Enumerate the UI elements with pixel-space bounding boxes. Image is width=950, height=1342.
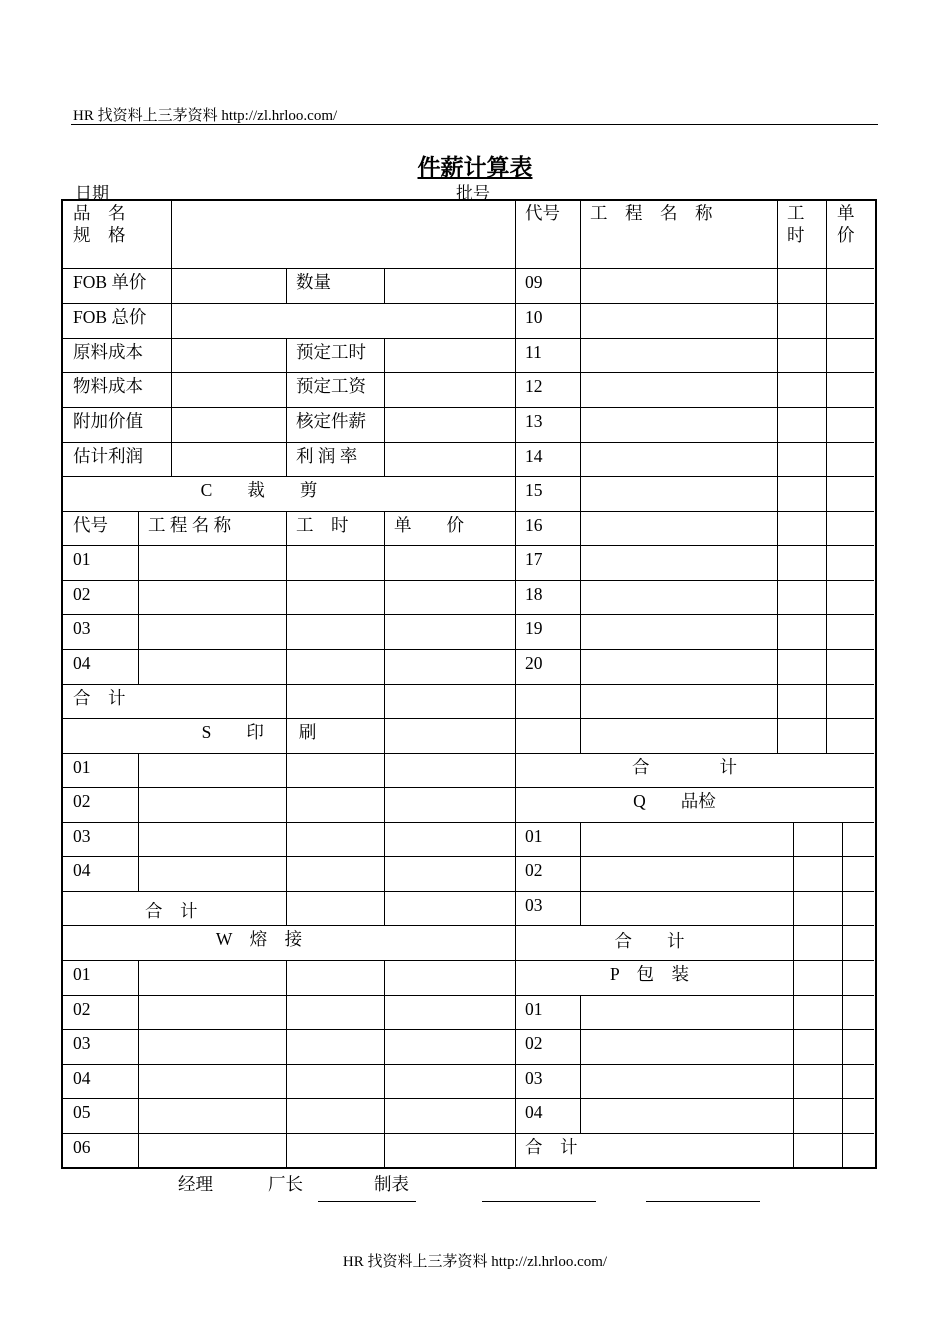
grid-line	[515, 614, 874, 615]
grid-line	[63, 614, 515, 615]
grid-line	[63, 1133, 515, 1134]
quantity-label: 数量	[296, 272, 331, 292]
grid-line	[515, 1029, 874, 1030]
grid-line	[515, 1133, 874, 1134]
pack-total: 合 计	[525, 1137, 578, 1157]
grid-line	[777, 199, 778, 753]
prepared-by-label: 制表	[374, 1174, 409, 1194]
grid-line	[515, 684, 874, 685]
grid-line	[138, 511, 139, 684]
grid-line	[515, 1064, 874, 1065]
page-footer: HR 找资料上三茅资料 http://zl.hrloo.com/	[342, 1254, 608, 1270]
page-title-text: 件薪计算表	[417, 155, 533, 180]
grid-line	[515, 511, 874, 512]
grid-line	[63, 684, 515, 685]
grid-line	[515, 338, 874, 339]
grid-line	[515, 580, 874, 581]
pack-row-code: 03	[525, 1068, 543, 1088]
grid-line	[63, 407, 515, 408]
weld-row-code: 06	[73, 1137, 91, 1157]
approved-piece-pay-label: 核定件薪	[296, 411, 366, 431]
grid-line	[384, 268, 385, 303]
print-total: 合 计	[145, 901, 198, 921]
grid-line	[515, 1098, 874, 1099]
grid-line	[63, 511, 515, 512]
cut-section-title: C 裁 剪	[200, 480, 318, 500]
signature-line	[482, 1201, 596, 1202]
grid-line	[515, 753, 874, 754]
right-code: 20	[525, 653, 543, 673]
grid-line	[793, 822, 794, 1167]
qc-row-code: 01	[525, 826, 543, 846]
page-header: HR 找资料上三茅资料 http://zl.hrloo.com/	[73, 108, 338, 124]
page-title	[0, 149, 950, 182]
grid-line	[63, 1064, 515, 1065]
planned-wage-label: 预定工资	[296, 376, 366, 396]
grid-line	[384, 753, 385, 925]
cut-col-price: 单 价	[394, 515, 464, 535]
profit-rate-label: 利 润 率	[296, 446, 358, 466]
signature-line	[318, 1201, 416, 1202]
fob-total-label: FOB 总价	[73, 307, 147, 327]
qc-section-title: Q 品检	[633, 791, 716, 811]
grid-line	[63, 1029, 515, 1030]
right-code: 14	[525, 446, 543, 466]
cut-row-code: 01	[73, 549, 91, 569]
grid-line	[384, 960, 385, 1167]
grid-line	[63, 1098, 515, 1099]
supplies-cost-label: 物料成本	[73, 376, 143, 396]
grid-line	[515, 718, 874, 719]
grid-line	[515, 372, 874, 373]
grid-line	[63, 580, 515, 581]
grid-line	[515, 995, 874, 996]
batch-label: 批号	[456, 184, 490, 203]
grid-line	[515, 545, 874, 546]
cut-col-name: 工 程 名 称	[148, 515, 232, 535]
grid-line	[580, 199, 581, 753]
cut-col-hours: 工 时	[296, 515, 349, 535]
pack-row-code: 01	[525, 999, 543, 1019]
grid-line	[63, 718, 515, 719]
grid-line	[63, 545, 515, 546]
weld-row-code: 05	[73, 1102, 91, 1122]
grid-line	[286, 268, 287, 303]
grid-line	[63, 960, 515, 961]
spec-label: 规 格	[73, 225, 126, 245]
factory-head-label: 厂长	[268, 1174, 303, 1194]
grid-line	[63, 476, 515, 477]
grid-line	[826, 199, 827, 753]
grid-line	[63, 372, 515, 373]
cut-row-code: 03	[73, 618, 91, 638]
right-code: 15	[525, 480, 543, 500]
qc-row-code: 03	[525, 895, 543, 915]
weld-section-title: W 熔 接	[215, 929, 303, 949]
cut-row-code: 04	[73, 653, 91, 673]
grid-line	[580, 822, 581, 925]
grid-line	[63, 891, 515, 892]
pack-row-code: 02	[525, 1033, 543, 1053]
grid-line	[63, 649, 515, 650]
fob-unit-label: FOB 单价	[73, 272, 147, 292]
grid-line	[384, 511, 385, 753]
grid-line	[515, 199, 516, 1167]
planned-hours-label: 预定工时	[296, 342, 366, 362]
grid-line	[286, 511, 287, 753]
print-row-code: 03	[73, 826, 91, 846]
grid-line	[63, 442, 515, 443]
grid-line	[63, 753, 515, 754]
grid-line	[286, 960, 287, 1167]
right-code: 10	[525, 307, 543, 327]
grid-line	[515, 891, 874, 892]
weld-row-code: 02	[73, 999, 91, 1019]
grid-line	[515, 442, 874, 443]
material-cost-label: 原料成本	[73, 342, 143, 362]
grid-line	[63, 338, 515, 339]
grid-line	[515, 268, 874, 269]
cut-row-code: 02	[73, 584, 91, 604]
right-code: 12	[525, 376, 543, 396]
grid-line	[138, 753, 139, 891]
code-header: 代号	[525, 203, 560, 223]
cut-col-code: 代号	[73, 515, 108, 535]
right-code: 13	[525, 411, 543, 431]
grid-line	[515, 925, 874, 926]
weld-row-code: 03	[73, 1033, 91, 1053]
signature-line	[646, 1201, 760, 1202]
grid-line	[515, 476, 874, 477]
grid-line	[63, 268, 515, 269]
grid-line	[515, 822, 874, 823]
qc-total: 合 计	[614, 931, 685, 951]
grid-line	[515, 787, 874, 788]
print-section-title: S 印 刷	[201, 722, 317, 742]
print-row-code: 01	[73, 757, 91, 777]
qc-row-code: 02	[525, 860, 543, 880]
grid-line	[138, 960, 139, 1167]
grid-line	[171, 199, 172, 476]
process-name-header: 工 程 名 称	[590, 203, 713, 223]
hours-header: 工 时	[787, 203, 805, 245]
cut-total: 合 计	[73, 688, 126, 708]
grid-line	[515, 407, 874, 408]
unit-price-header: 单 价	[837, 203, 855, 245]
grid-line	[63, 787, 515, 788]
grid-line	[580, 995, 581, 1133]
grid-line	[515, 303, 874, 304]
grid-line	[515, 649, 874, 650]
grid-line	[63, 822, 515, 823]
grid-line	[63, 995, 515, 996]
grid-line	[286, 338, 287, 476]
added-value-label: 附加价值	[73, 411, 143, 431]
header-divider	[71, 124, 878, 125]
grid-line	[63, 856, 515, 857]
print-row-code: 04	[73, 860, 91, 880]
right-code: 16	[525, 515, 543, 535]
manager-label: 经理	[178, 1174, 213, 1194]
weld-row-code: 01	[73, 964, 91, 984]
grid-line	[515, 856, 874, 857]
grid-line	[286, 753, 287, 925]
pack-section-title: P 包 装	[609, 964, 690, 984]
grid-line	[63, 303, 515, 304]
name-label: 品 名	[73, 203, 126, 223]
right-code: 17	[525, 549, 543, 569]
grid-line	[384, 338, 385, 476]
print-row-code: 02	[73, 791, 91, 811]
grid-line	[515, 960, 874, 961]
right-code: 18	[525, 584, 543, 604]
date-label: 日期	[75, 184, 109, 203]
right-code: 11	[525, 342, 542, 362]
weld-row-code: 04	[73, 1068, 91, 1088]
pack-row-code: 04	[525, 1102, 543, 1122]
right-code: 09	[525, 272, 543, 292]
right-total: 合 计	[632, 757, 737, 777]
grid-line	[842, 822, 843, 1167]
right-code: 19	[525, 618, 543, 638]
grid-line	[63, 925, 515, 926]
est-profit-label: 估计利润	[73, 446, 143, 466]
